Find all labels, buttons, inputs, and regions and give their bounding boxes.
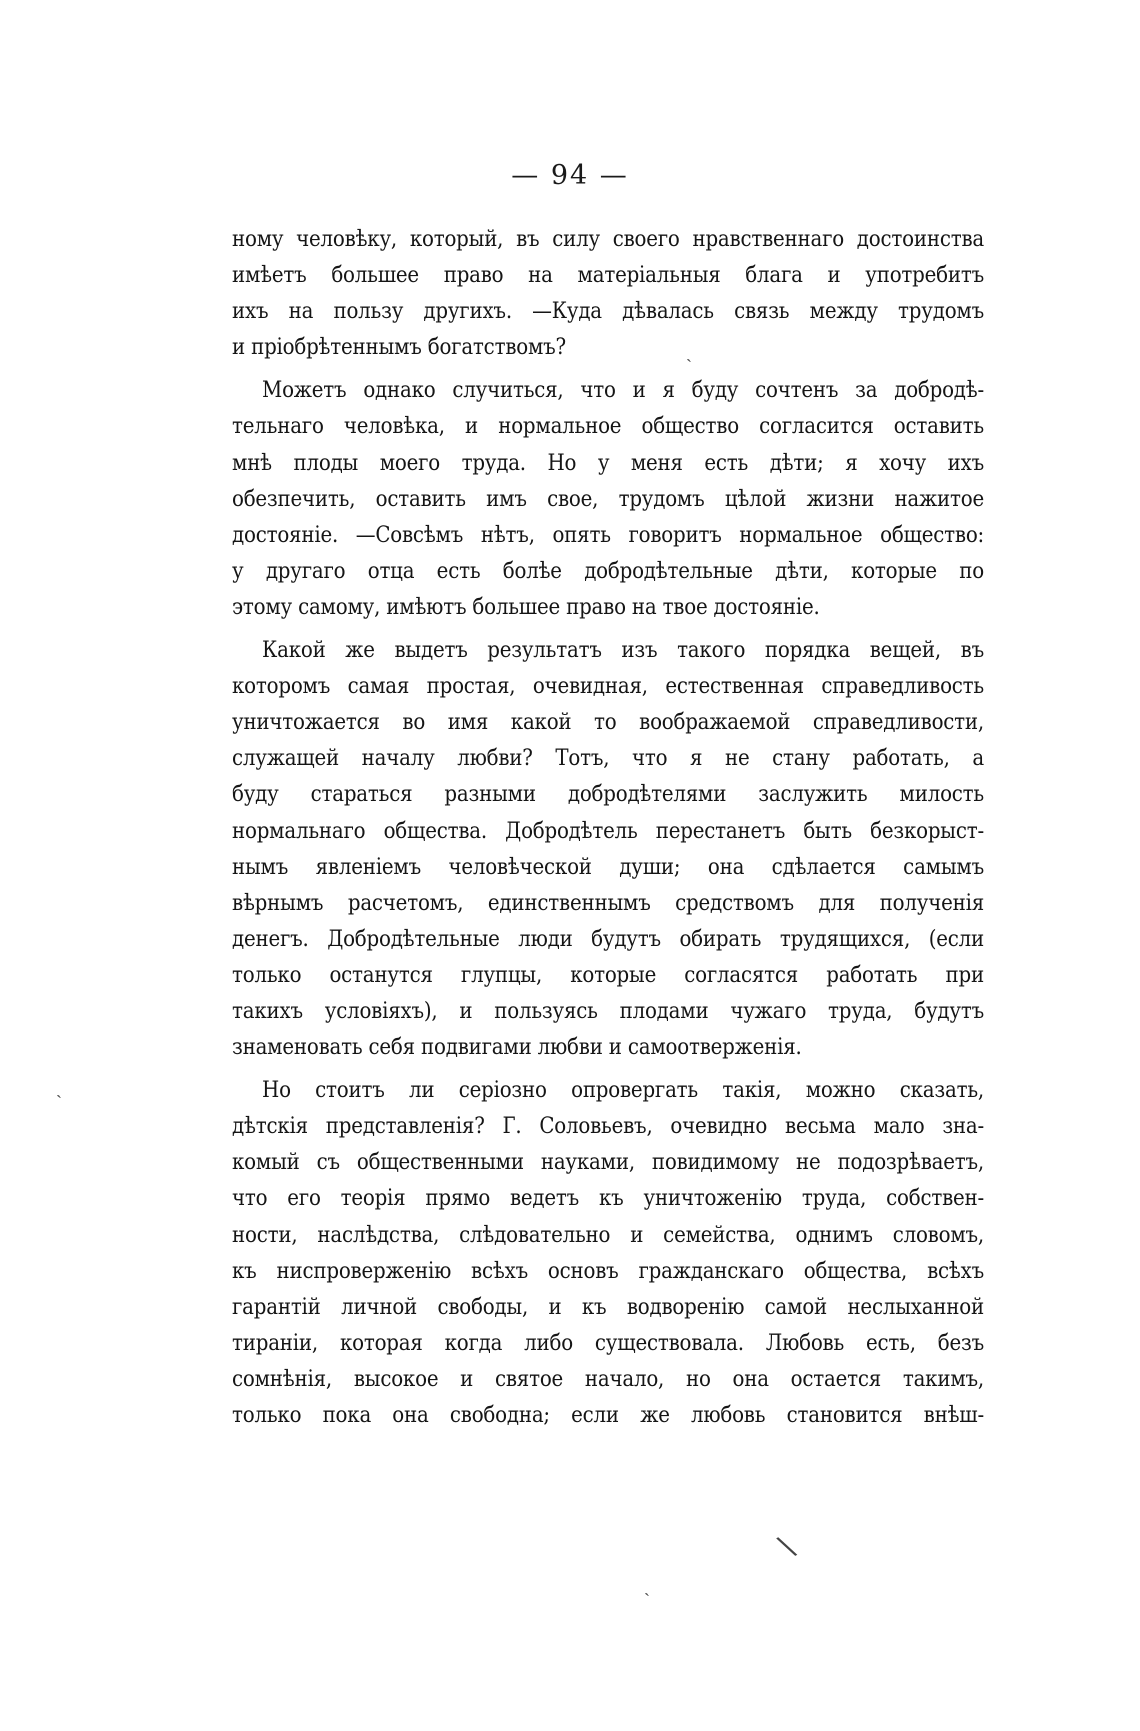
text-line: знаменовать себя подвигами любви и самоотверженія. (232, 1035, 802, 1061)
scan-mark: ˏ (686, 342, 692, 363)
text-line: гарантій личной свободы, и къ водворенію самой неслыханной (232, 1294, 984, 1320)
text-line: комый съ общественными науками, повидимому не подозрѣваетъ, (232, 1150, 984, 1176)
text-line: имѣетъ большее право на матеріальныя блага и употребитъ (232, 263, 984, 289)
text-line: и пріобрѣтеннымъ богатствомъ? (232, 335, 566, 361)
text-line: которомъ самая простая, очевидная, естественная справедливость (232, 674, 984, 700)
text-line: что его теорія прямо ведетъ къ уничтоженію труда, собствен- (232, 1186, 984, 1212)
text-line: мнѣ плоды моего труда. Но у меня есть дѣти; я хочу ихъ (232, 450, 984, 476)
text-line: сомнѣнія, высокое и святое начало, но она остается такимъ, (232, 1366, 984, 1392)
paragraph-3 (232, 633, 984, 1066)
paragraph-4 (232, 1073, 984, 1434)
text-line: Какой же выдетъ результатъ изъ такого порядка вещей, въ (262, 638, 984, 664)
text-line: только останутся глупцы, которые согласятся работать при (232, 962, 984, 988)
text-line: денегъ. Добродѣтельные люди будутъ обирать трудящихся, (если (232, 926, 984, 952)
text-line: тельнаго человѣка, и нормальное общество согласится оставить (232, 414, 984, 440)
paragraph-2 (232, 373, 984, 626)
scan-mark: \ (773, 1528, 800, 1565)
text-line: Но стоитъ ли серіозно опровергать такія, можно сказать, (262, 1078, 984, 1104)
paragraph-1 (232, 222, 984, 366)
text-line: ихъ на пользу другихъ. —Куда дѣвалась связь между трудомъ (232, 299, 984, 325)
text-line: ному человѣку, который, въ силу своего нравственнаго достоинства (232, 227, 984, 252)
text-line: Можетъ однако случиться, что и я буду сочтенъ за добродѣ- (262, 378, 984, 404)
body-text (232, 222, 984, 1434)
text-line: буду стараться разными добродѣтелями заслужить милость (232, 782, 984, 808)
scan-mark: ˏ (56, 1078, 62, 1099)
text-line: обезпечить, оставить имъ свое, трудомъ цѣлой жизни нажитое (232, 486, 984, 512)
text-line: дѣтскія представленія? Г. Соловьевъ, очевидно весьма мало зна- (232, 1114, 984, 1140)
text-line: достояніе. —Совсѣмъ нѣтъ, опять говоритъ нормальное общество: (232, 522, 984, 548)
text-line: вѣрнымъ расчетомъ, единственнымъ средствомъ для полученія (232, 890, 984, 916)
text-line: ности, наслѣдства, слѣдовательно и семейства, однимъ словомъ, (232, 1222, 984, 1248)
text-line: къ ниспроверженію всѣхъ основъ гражданскаго общества, всѣхъ (232, 1258, 984, 1284)
text-line: уничтожается во имя какой то воображаемой справедливости, (232, 710, 984, 736)
text-line: этому самому, имѣютъ большее право на твое достояніе. (232, 594, 820, 620)
text-line: нормальнаго общества. Добродѣтель перестанетъ быть безкорыст- (232, 818, 984, 844)
page-number: — 94 — (511, 160, 629, 191)
scan-mark: ˎ (644, 1576, 650, 1597)
text-line: тираніи, которая когда либо существовала. Любовь есть, безъ (232, 1330, 984, 1356)
text-line: служащей началу любви? Тотъ, что я не стану работать, а (232, 746, 984, 772)
text-line: нымъ явленіемъ человѣческой души; она сдѣлается самымъ (232, 854, 984, 880)
text-line: у другаго отца есть болѣе добродѣтельные дѣти, которые по (232, 558, 984, 584)
text-line: только пока она свободна; если же любовь становится внѣш- (232, 1403, 984, 1428)
text-line: такихъ условіяхъ), и пользуясь плодами чужаго труда, будутъ (232, 998, 984, 1024)
